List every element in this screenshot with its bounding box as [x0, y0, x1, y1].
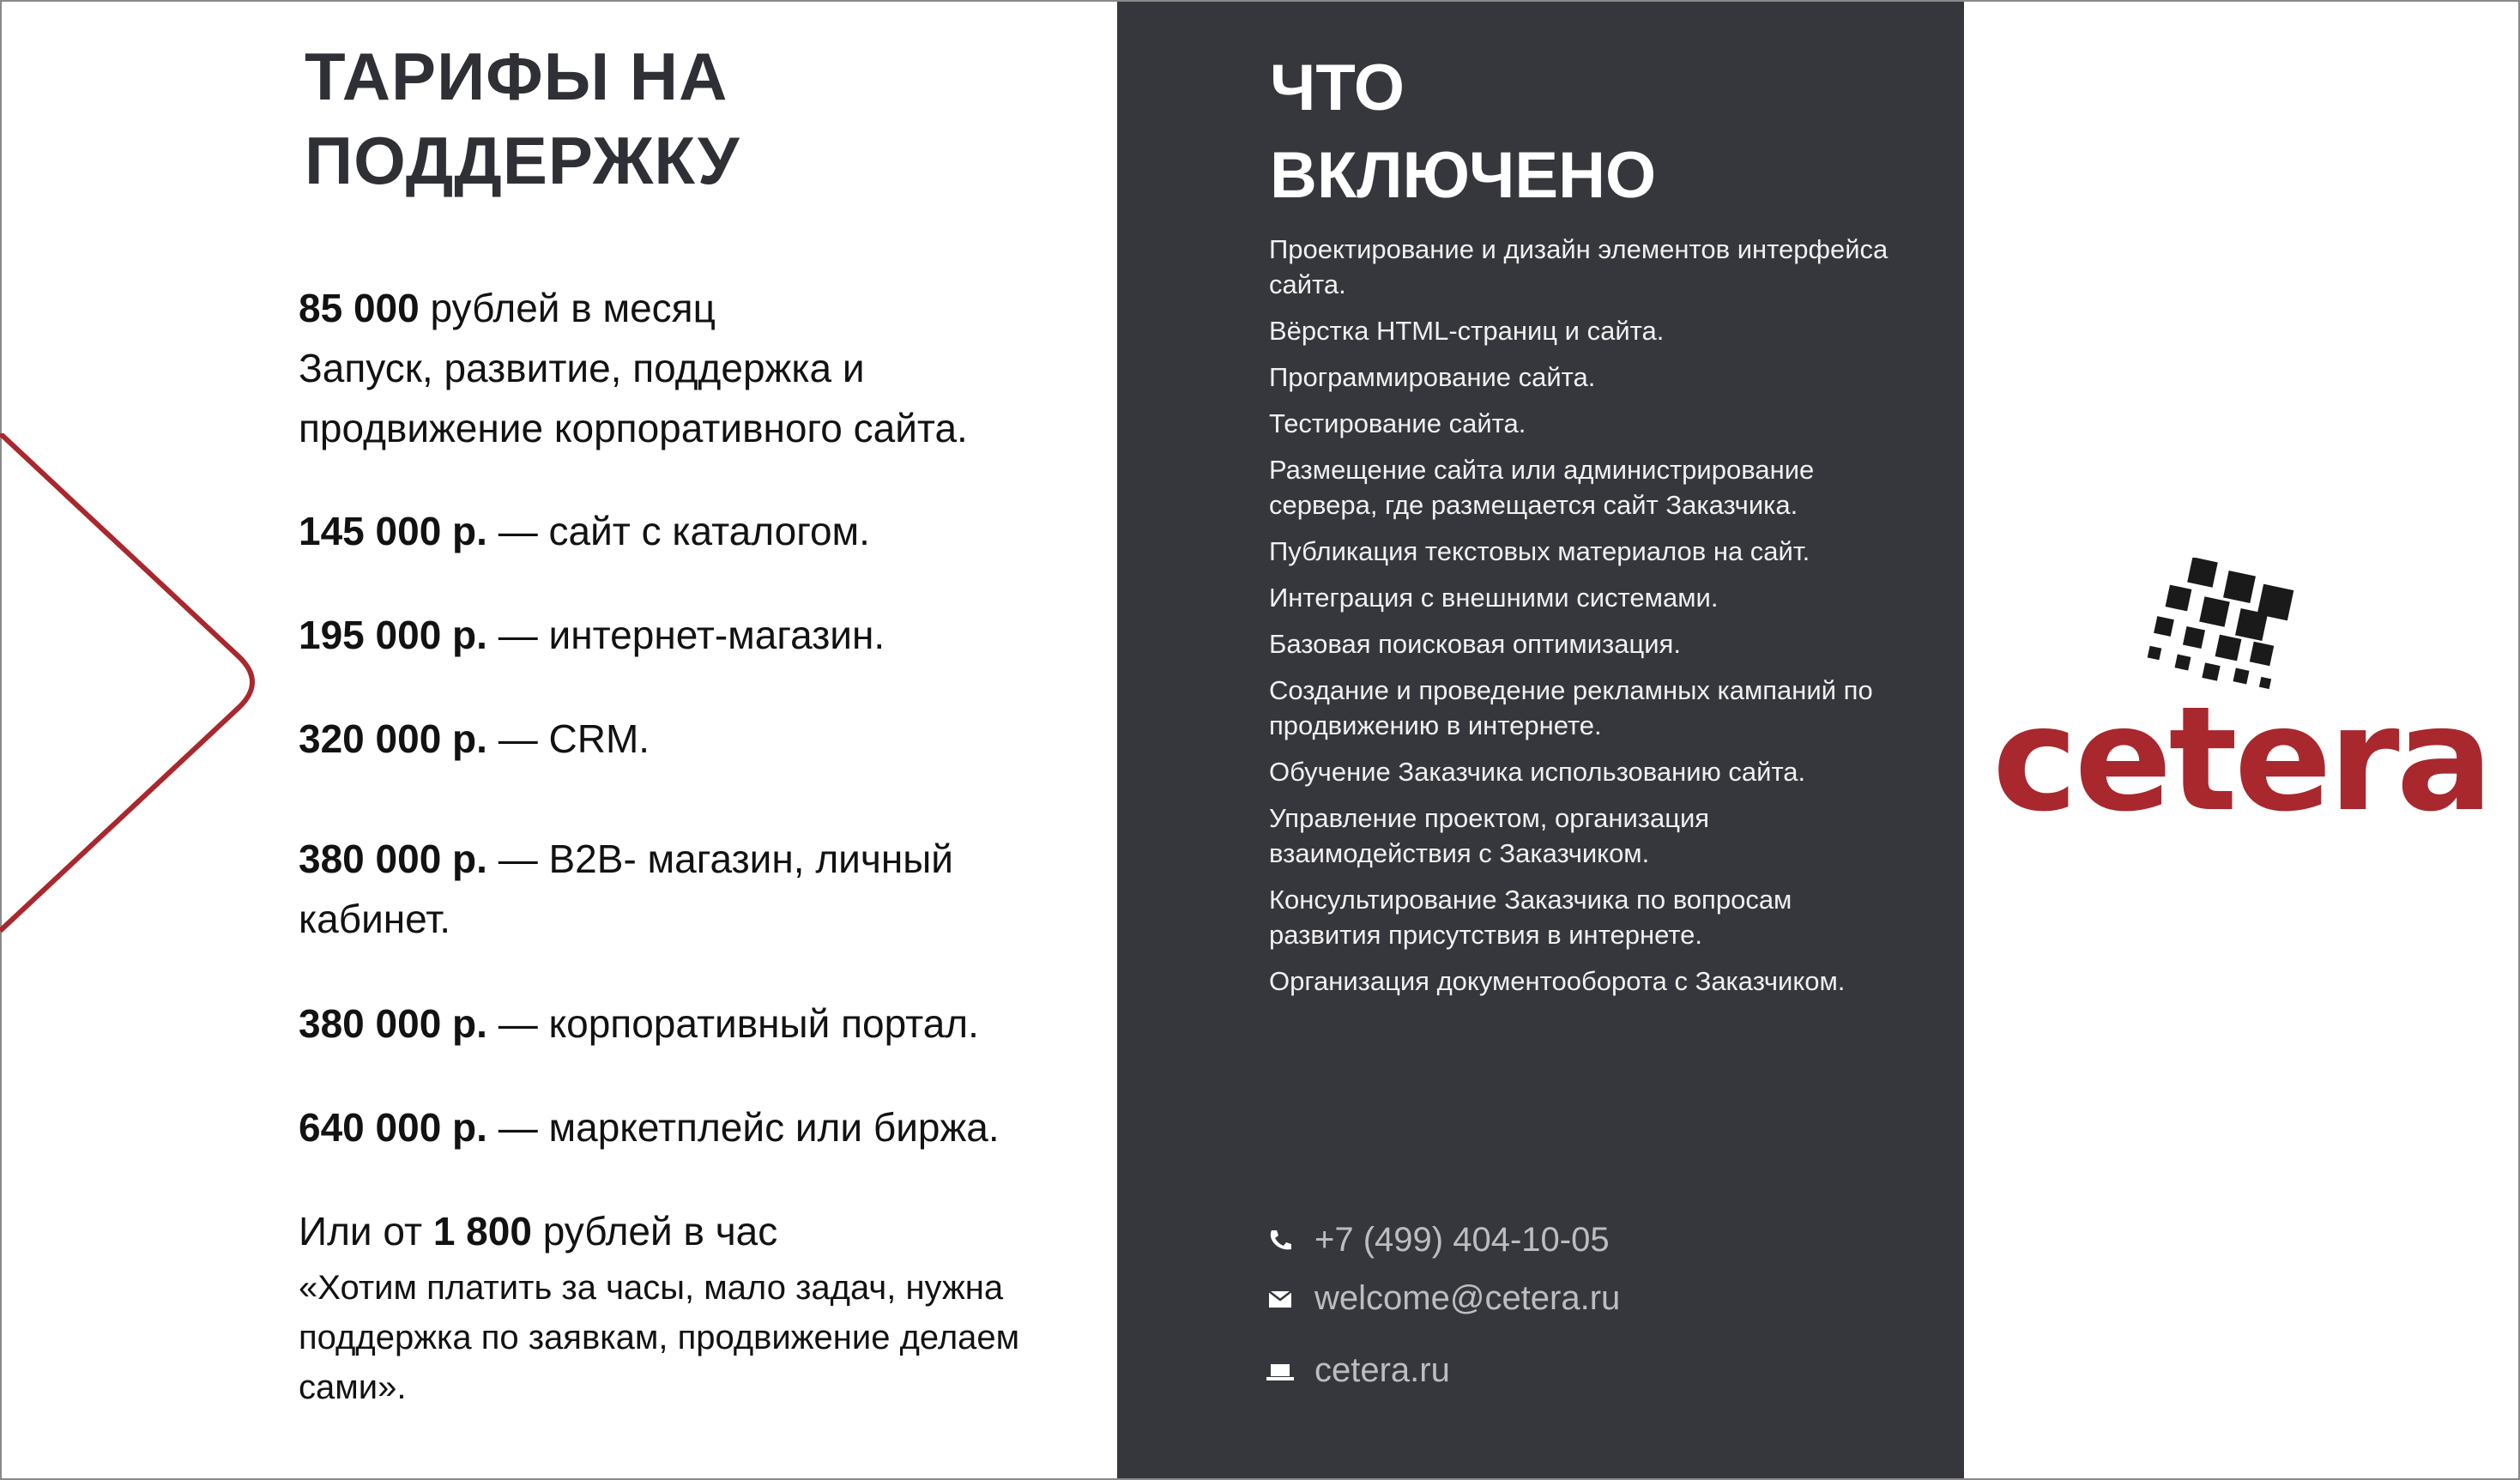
tariff-price: 380 000 р. [299, 837, 487, 881]
tariff-description: — интернет-магазин. [486, 613, 885, 657]
envelope-icon [1263, 1285, 1297, 1311]
website-link[interactable]: cetera.ru [1314, 1351, 1450, 1389]
tariff-b2b [299, 829, 1088, 949]
list-item: Интеграция с внешними системами. [1269, 583, 1719, 613]
tariff-price: 85 000 [299, 286, 420, 330]
included-title-line2: ВКЛЮЧЕНО [1270, 139, 1657, 212]
list-item: Консультирование Заказчика по вопросам развития присутствия в интернете. [1269, 885, 1792, 950]
tariff-price: 145 000 р. [299, 509, 487, 553]
hourly-suffix: рублей в час [531, 1209, 778, 1253]
tariff-description: — корпоративный портал. [486, 1001, 979, 1046]
pricing-title-line2: ПОДДЕРЖКУ [305, 123, 740, 198]
list-item: Управление проектом, организация взаимодействия с Заказчиком. [1269, 803, 1710, 868]
list-item: Публикация текстовых материалов на сайт. [1269, 536, 1810, 566]
included-title-line1: ЧТО [1270, 51, 1405, 124]
tariff-description: — CRM. [486, 716, 650, 761]
chevron-decoration [0, 433, 275, 948]
pricing-title [305, 34, 740, 202]
list-item: Организация документооборота с Заказчиком. [1269, 966, 1846, 996]
tariff-unit: рублей в месяц [419, 286, 716, 330]
email-address[interactable]: welcome@cetera.ru [1314, 1279, 1621, 1317]
logo-wordmark: cetera [1992, 675, 2490, 843]
tariff-catalog [299, 501, 870, 561]
phone-icon [1263, 1227, 1297, 1253]
pricing-title-line1: ТАРИФЫ НА [305, 39, 728, 114]
list-item: Вёрстка HTML-страниц и сайта. [1269, 316, 1665, 346]
tariff-description: — маркетплейс или биржа. [486, 1105, 1000, 1150]
list-item: Обучение Заказчика использованию сайта. [1269, 757, 1806, 787]
pricing-section [0, 0, 1117, 1480]
tariff-description: — сайт с каталогом. [486, 509, 870, 553]
tariff-description: — B2B- магазин, личный кабинет. [299, 837, 953, 941]
tariff-price: 380 000 р. [299, 1001, 487, 1046]
included-section [1117, 2, 1964, 1478]
tariff-price: 640 000 р. [299, 1105, 487, 1150]
tariff-marketplace [299, 1097, 1000, 1157]
tariff-price: 195 000 р. [299, 613, 487, 657]
list-item: Базовая поисковая оптимизация. [1269, 629, 1681, 659]
tariff-shop [299, 605, 885, 665]
laptop-icon [1263, 1357, 1297, 1383]
tariff-monthly [299, 278, 1071, 458]
list-item: Программирование сайта. [1269, 362, 1596, 392]
tariff-description: Запуск, развитие, поддержка и продвижение корпоративного сайта. [299, 346, 968, 450]
phone-number[interactable]: +7 (499) 404-10-05 [1314, 1221, 1610, 1259]
hourly-prefix: Или от [299, 1209, 433, 1253]
tariff-price: 320 000 р. [299, 716, 487, 761]
hourly-price: 1 800 [432, 1209, 532, 1253]
tariff-hourly [299, 1201, 1097, 1412]
list-item: Тестирование сайта. [1269, 408, 1526, 438]
included-title [1270, 45, 1656, 220]
hourly-quote: «Хотим платить за часы, мало задач, нужна поддержка по заявкам, продвижение делаем сами». [299, 1269, 1020, 1406]
list-item: Проектирование и дизайн элементов интерфейса сайта. [1269, 234, 1888, 299]
tariff-portal [299, 994, 979, 1054]
list-item: Создание и проведение рекламных кампаний по продвижению в интернете. [1269, 675, 1873, 740]
tariff-crm [299, 709, 650, 769]
list-item: Размещение сайта или администрирование сервера, где размещается сайт Заказчика. [1269, 455, 1815, 520]
included-list [1269, 232, 1895, 1010]
logo-section [1964, 0, 2518, 1480]
